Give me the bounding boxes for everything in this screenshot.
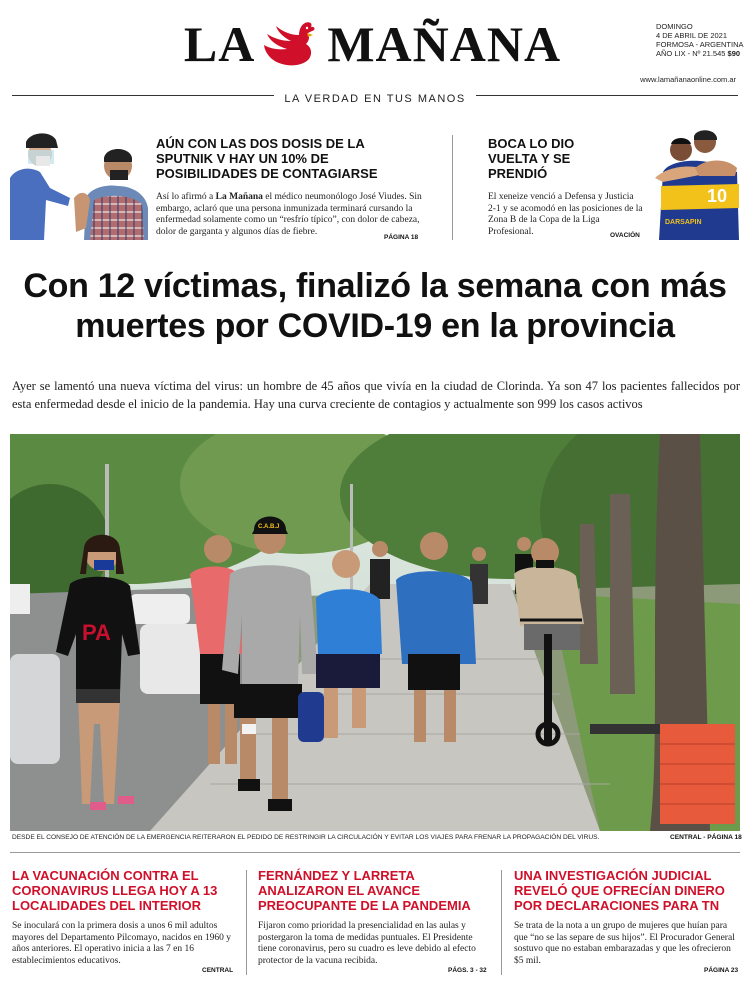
photo-caption-page[interactable]: CENTRAL - PÁGINA 18 [670, 834, 742, 841]
bottom-story-vacunacion-body: Se inoculará con la primera dosis a unos 6 mil adultos mayores del Departamento Pilcomayo, nacidos en 1960 y años anteriores. El operativo inicia a las 7 en 16 establecimientos educativos. [12, 921, 231, 966]
masthead [0, 0, 750, 105]
story-sputnik-headline[interactable]: AÚN CON LAS DOS DOSIS DE LA SPUTNIK V HAY UN 10% DE POSIBILIDADES DE CONTAGIARSE [156, 136, 378, 181]
bottom-story-vacunacion-headline[interactable]: LA VACUNACIÓN CONTRA EL CORONAVIRUS LLEGA HOY A 13 LOCALIDADES DEL INTERIOR [12, 868, 218, 913]
bottom-story-fernandez [258, 868, 486, 967]
motto-text: LA VERDAD EN TUS MANOS [274, 93, 475, 105]
bottom-column-divider-2 [501, 870, 502, 975]
story-sputnik-body-start: Así lo afirmó a [156, 192, 216, 202]
boca-players-photo[interactable] [655, 128, 740, 240]
bottom-story-fernandez-page[interactable]: PÁGS. 3 - 32 [448, 967, 487, 974]
story-sputnik-body [156, 192, 426, 238]
bottom-story-fernandez-body: Fijaron como prioridad la presencialidad en las aulas y postergaron la toma de medidas puntuales. El Presidente tiene coronavirus, pero su cuadro es leve debido al efecto protector de la vacuna recibida. [258, 921, 476, 966]
bottom-story-vacunacion-page[interactable]: CENTRAL [202, 967, 234, 974]
story-boca-body: El xeneize venció a Defensa y Justicia 2-1 y se acomodó en las posiciones de la Zona B de la Copa de la Liga Profesional. [488, 192, 643, 237]
cap-print: C.A.B.J [258, 524, 280, 530]
edition-day: DOMINGO [656, 22, 693, 31]
edition-issue: AÑO LIX - Nº 21.545 [656, 49, 726, 58]
bottom-story-investigacion-body: Se trata de la nota a un grupo de mujeres que huían para que “no se las separe de sus hijos”. El Procurador General sostuvo que no estaban embarazadas y que les ofrecieron $5 mil. [514, 921, 735, 966]
edition-price: $90 [727, 49, 741, 58]
vaccination-photo[interactable] [10, 128, 150, 240]
photo-caption: DESDE EL CONSEJO DE ATENCIÓN DE LA EMERGENCIA REITERARON EL PEDIDO DE RESTRINGIR LA CIRCULACIÓN Y EVITAR LOS VIAJES PARA FRENAR LA PROPAGACIÓN DEL VIRUS. [12, 834, 600, 841]
bottom-story-fernandez-headline[interactable]: FERNÁNDEZ Y LARRETA ANALIZARON EL AVANCE PREOCUPANTE DE LA PANDEMIA [258, 868, 471, 913]
shirt-print: PA [82, 620, 111, 645]
edition-date: 4 DE ABRIL DE 2021 [656, 31, 728, 40]
main-headline[interactable]: Con 12 víctimas, finalizó la semana con más muertes por COVID-19 en la provincia [23, 267, 727, 345]
date-block [656, 22, 744, 58]
edition-location: FORMOSA - ARGENTINA [656, 40, 744, 49]
column-divider [452, 135, 453, 240]
story-boca-section[interactable]: OVACIÓN [610, 232, 640, 239]
bottom-story-investigacion-headline[interactable]: UNA INVESTIGACIÓN JUDICIAL REVELÓ QUE OFRECÍAN DINERO POR DECLARACIONES PARA TN [514, 868, 725, 913]
bottom-column-divider-1 [246, 870, 247, 975]
main-deck: Ayer se lamentó una nueva víctima del virus: un hombre de 45 años que vivía en la ciudad de Clorinda. Ya son 47 los pacientes fallecidos por esta enfermedad desde el inicio de la pandemia. Hay una curva creciente de contagios y actualmente son 999 los casos activos [12, 379, 740, 411]
main-photo-people-walking[interactable] [10, 434, 740, 831]
logo-text-right: MAÑANA [327, 16, 562, 72]
motto [0, 89, 750, 107]
edition-issue-line [656, 49, 744, 58]
story-sputnik-body-rest: el médico neumonólogo José Viudes. Sin embargo, aclaró que una persona inmunizada terminará cursando la enfermedad solamente como un “resfrío típico”, con dolor de cabeza, dolor de garganta y algunos días de fiebre. [156, 192, 422, 237]
jersey-sponsor: DARSAPIN [665, 219, 702, 226]
logo-text-left: LA [183, 16, 256, 72]
website-link[interactable]: www.lamañanaonline.com.ar [640, 75, 736, 84]
bottom-story-investigacion-page[interactable]: PÁGINA 23 [704, 967, 739, 974]
svg-text:10: 10 [707, 186, 728, 206]
story-sputnik-body-paper: La Mañana [215, 192, 263, 202]
bottom-story-vacunacion [12, 868, 234, 967]
story-sputnik-page[interactable]: PÁGINA 18 [384, 234, 419, 241]
rooster-icon [261, 19, 321, 69]
newspaper-logo[interactable] [180, 14, 565, 74]
bottom-rule [10, 852, 740, 853]
bottom-story-investigacion [514, 868, 742, 967]
story-boca-headline[interactable]: BOCA LO DIO VUELTA Y SE PRENDIÓ [488, 136, 575, 181]
